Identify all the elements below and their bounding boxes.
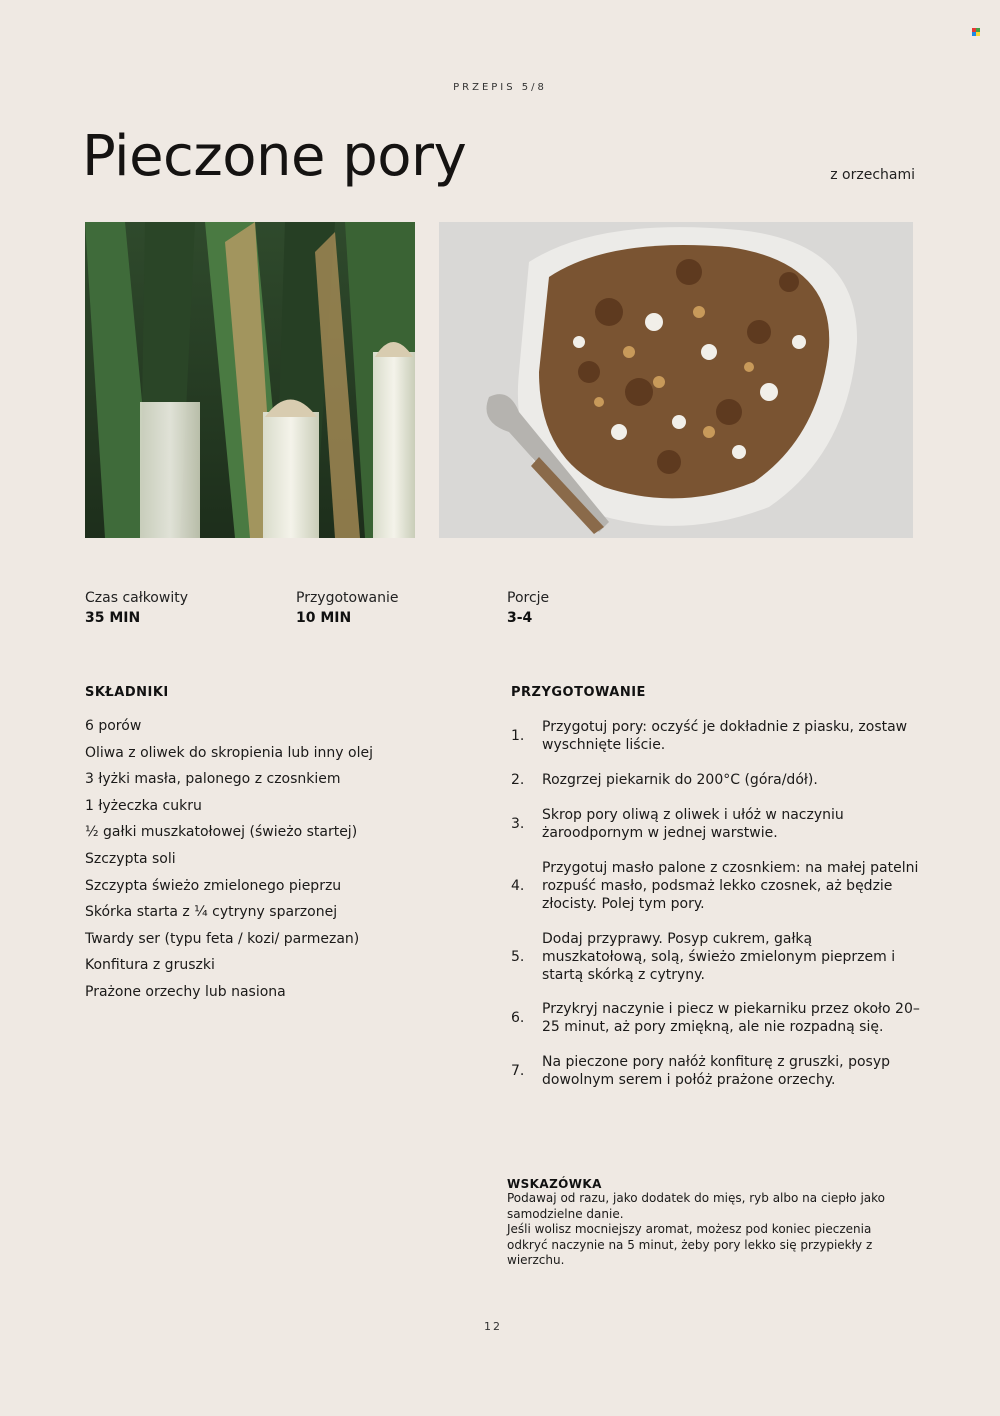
step-number: 2. xyxy=(511,772,525,788)
ingredient-item: Skórka starta z ¼ cytryny sparzonej xyxy=(85,904,338,921)
ingredient-item: 3 łyżki masła, palonego z czosnkiem xyxy=(85,771,341,788)
step-7 xyxy=(511,1053,921,1089)
tip-heading: WSKAZÓWKA xyxy=(507,1177,602,1191)
step-text: Na pieczone pory nałóż konfiturę z gruszki, posyp dowolnym serem i połóż prażone orzechy. xyxy=(542,1054,890,1088)
tip-line-2: Jeśli wolisz mocniejszy aromat, możesz pod koniec pieczenia odkryć naczynie na 5 minut, żeby pory lekko się przypiekły z wierzchu. xyxy=(507,1222,873,1267)
step-text: Przykryj naczynie i piecz w piekarniku przez około 20–25 minut, aż pory zmiękną, ale nie rozpadną się. xyxy=(542,1001,920,1035)
step-number: 3. xyxy=(511,816,525,832)
ingredient-item: ½ gałki muszkatołowej (świeżo startej) xyxy=(85,824,358,841)
step-number: 5. xyxy=(511,949,525,965)
step-2 xyxy=(511,771,921,789)
ingredient-item: Konfitura z gruszki xyxy=(85,957,215,974)
ingredient-item: 1 łyżeczka cukru xyxy=(85,797,202,814)
tip-box xyxy=(507,1177,907,1269)
step-number: 1. xyxy=(511,728,525,744)
ingredients-heading: SKŁADNIKI xyxy=(85,685,169,700)
stat-value: 3-4 xyxy=(507,610,533,626)
stat-value: 10 MIN xyxy=(296,610,352,626)
recipe-counter: PRZEPIS 5/8 xyxy=(453,82,547,93)
color-mark-icon xyxy=(972,28,980,36)
stat-total-time xyxy=(85,590,188,626)
ingredient-item: Szczypta soli xyxy=(85,850,176,867)
ingredient-item: Prażone orzechy lub nasiona xyxy=(85,983,286,1000)
ingredient-item: Oliwa z oliwek do skropienia lub inny olej xyxy=(85,744,373,761)
stat-label: Czas całkowity xyxy=(85,590,188,606)
stat-value: 35 MIN xyxy=(85,610,141,626)
preparation-heading: PRZYGOTOWANIE xyxy=(511,685,646,700)
step-number: 7. xyxy=(511,1063,525,1079)
page-number: 12 xyxy=(484,1320,502,1333)
step-3 xyxy=(511,806,921,842)
step-6 xyxy=(511,1000,921,1036)
step-4 xyxy=(511,859,921,913)
stat-servings xyxy=(507,590,549,626)
tip-line-1: Podawaj od razu, jako dodatek do mięs, ryb albo na ciepło jako samodzielne danie. xyxy=(507,1191,885,1221)
step-text: Dodaj przyprawy. Posyp cukrem, gałką muszkatołową, solą, świeżo zmielonym pieprzem i startą skórką z cytryny. xyxy=(542,931,896,983)
page-title: Pieczone pory xyxy=(82,124,467,189)
ingredients-list xyxy=(85,713,373,1006)
ingredient-item: 6 porów xyxy=(85,718,142,734)
page-subtitle: z orzechami xyxy=(830,167,915,183)
stat-label: Porcje xyxy=(507,590,550,606)
step-text: Rozgrzej piekarnik do 200°C (góra/dół). xyxy=(542,772,818,788)
step-1 xyxy=(511,718,921,754)
step-5 xyxy=(511,930,921,984)
baked-leeks-dish-photo xyxy=(439,222,913,538)
step-text: Przygotuj pory: oczyść je dokładnie z piasku, zostaw wyschnięte liście. xyxy=(542,719,908,753)
ingredient-item: Szczypta świeżo zmielonego pieprzu xyxy=(85,877,342,894)
step-text: Przygotuj masło palone z czosnkiem: na małej patelni rozpuść masło, podsmaż lekko czosnek, aż będzie złocisty. Polej tym pory. xyxy=(542,860,919,912)
stat-label: Przygotowanie xyxy=(296,590,399,606)
stat-prep-time xyxy=(296,590,399,626)
ingredient-item: Twardy ser (typu feta / kozi/ parmezan) xyxy=(85,930,360,947)
step-number: 4. xyxy=(511,878,525,894)
step-text: Skrop pory oliwą z oliwek i ułóż w naczyniu żaroodpornym w jednej warstwie. xyxy=(542,807,844,841)
leeks-photo xyxy=(85,222,415,538)
step-number: 6. xyxy=(511,1010,525,1026)
